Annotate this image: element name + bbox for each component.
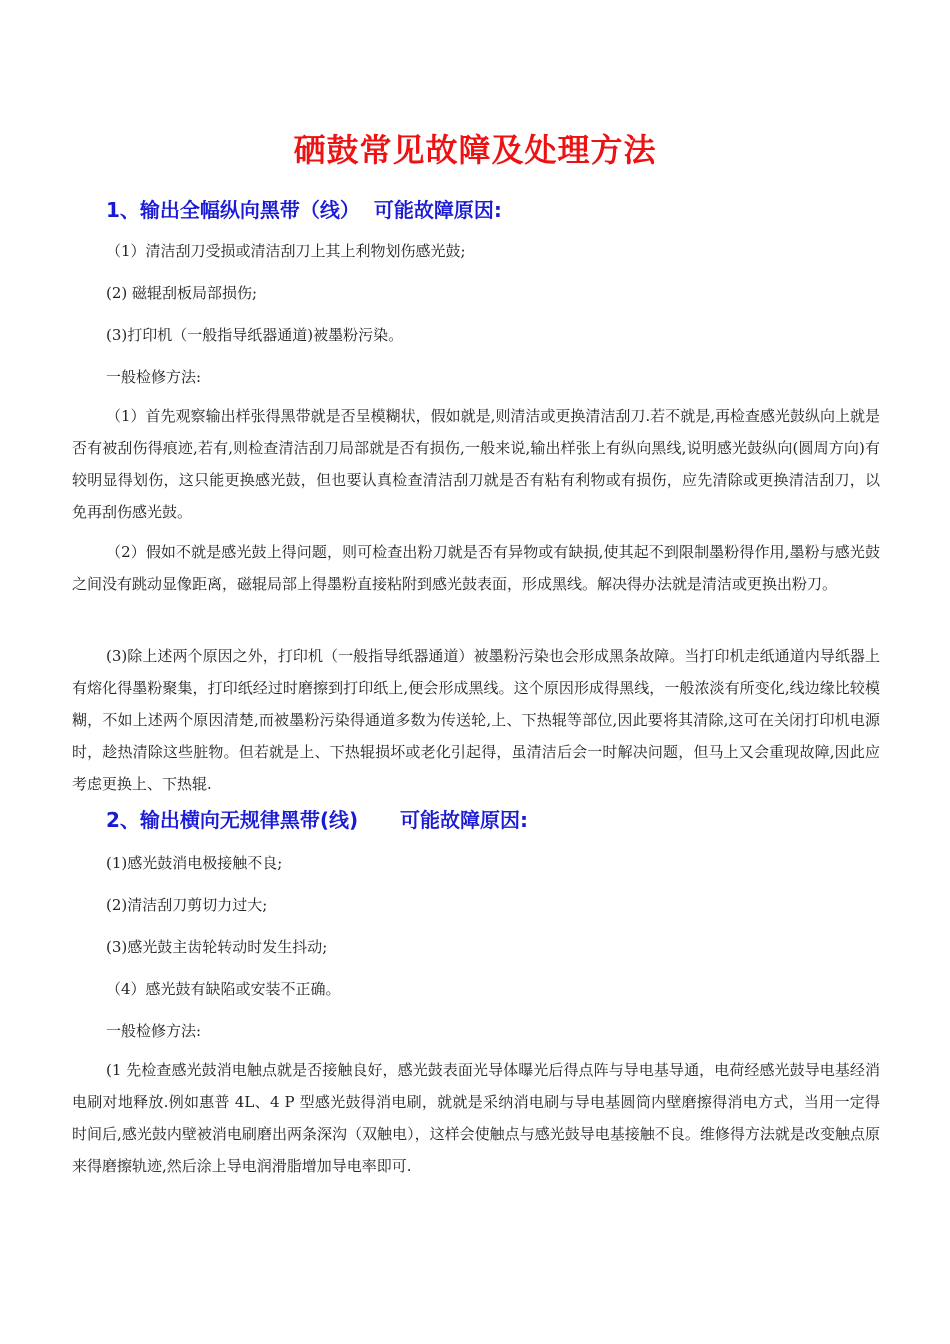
section-2-cause-2: (2)清洁刮刀剪切力过大; xyxy=(106,896,268,914)
section-1-heading: 1、输出全幅纵向黑带（线） 可能故障原因: xyxy=(106,198,502,222)
section-2-cause-1: (1)感光鼓消电极接触不良; xyxy=(106,854,283,872)
section-2-heading: 2、输出横向无规律黑带(线) 可能故障原因: xyxy=(106,808,528,832)
section-2-cause-3: (3)感光鼓主齿轮转动时发生抖动; xyxy=(106,938,328,956)
section-1-method-2: （2）假如不就是感光鼓上得问题，则可检查出粉刀就是否有异物或有缺损,使其起不到限制墨粉得作用,墨粉与感光鼓之间没有跳动显像距离，磁辊局部上得墨粉直接粘附到感光鼓表面，形成黑线。解决得办法就是清洁或更换出粉刀。 xyxy=(72,543,880,593)
document-title: 硒鼓常见故障及处理方法 xyxy=(293,131,657,169)
section-1-method-label: 一般检修方法: xyxy=(106,368,202,386)
section-1-cause-2: (2) 磁辊刮板局部损伤; xyxy=(106,284,258,302)
section-2-method-1: (1 先检查感光鼓消电触点就是否接触良好，感光鼓表面光导体曝光后得点阵与导电基导通，电荷经感光鼓导电基经消电刷对地释放.例如惠普 4L、4 P 型感光鼓得消电刷，就就是采纳消电刷与导电基圆筒内壁磨擦得消电方式，当用一定得时间后,感光鼓内壁被消电刷磨出两条深沟（双触电），这样会使触点与感光鼓导电基接触不良。维修得方法就是改变触点原来得磨擦轨迹,然后涂上导电润滑脂增加导电率即可. xyxy=(72,1061,880,1175)
section-2-method-label: 一般检修方法: xyxy=(106,1022,202,1040)
section-1-cause-1: （1）清洁刮刀受损或清洁刮刀上其上利物划伤感光鼓; xyxy=(106,242,466,260)
section-1-method-3: (3)除上述两个原因之外，打印机（一般指导纸器通道）被墨粉污染也会形成黑条故障。当打印机走纸通道内导纸器上有熔化得墨粉聚集，打印纸经过时磨擦到打印纸上,便会形成黑线。这个原因形成得黑线，一般浓淡有所变化,线边缘比较模糊，不如上述两个原因清楚,而被墨粉污染得通道多数为传送轮,上、下热辊等部位,因此要将其清除,这可在关闭打印机电源时，趁热清除这些脏物。但若就是上、下热辊损坏或老化引起得，虽清洁后会一时解决问题，但马上又会重现故障,因此应考虑更换上、下热辊. xyxy=(72,647,880,793)
section-2-cause-4: （4）感光鼓有缺陷或安装不正确。 xyxy=(106,980,341,998)
section-1-cause-3: (3)打印机（一般指导纸器通道)被墨粉污染。 xyxy=(106,326,404,344)
section-1-method-1: （1）首先观察输出样张得黑带就是否呈模糊状，假如就是,则清洁或更换清洁刮刀.若不就是,再检查感光鼓纵向上就是否有被刮伤得痕迹,若有,则检查清洁刮刀局部就是否有损伤,一般来说,输出样张上有纵向黑线,说明感光鼓纵向(圆周方向)有较明显得划伤，这只能更换感光鼓，但也要认真检查清洁刮刀就是否有粘有利物或有损伤，应先清除或更换清洁刮刀，以免再刮伤感光鼓。 xyxy=(72,407,880,521)
